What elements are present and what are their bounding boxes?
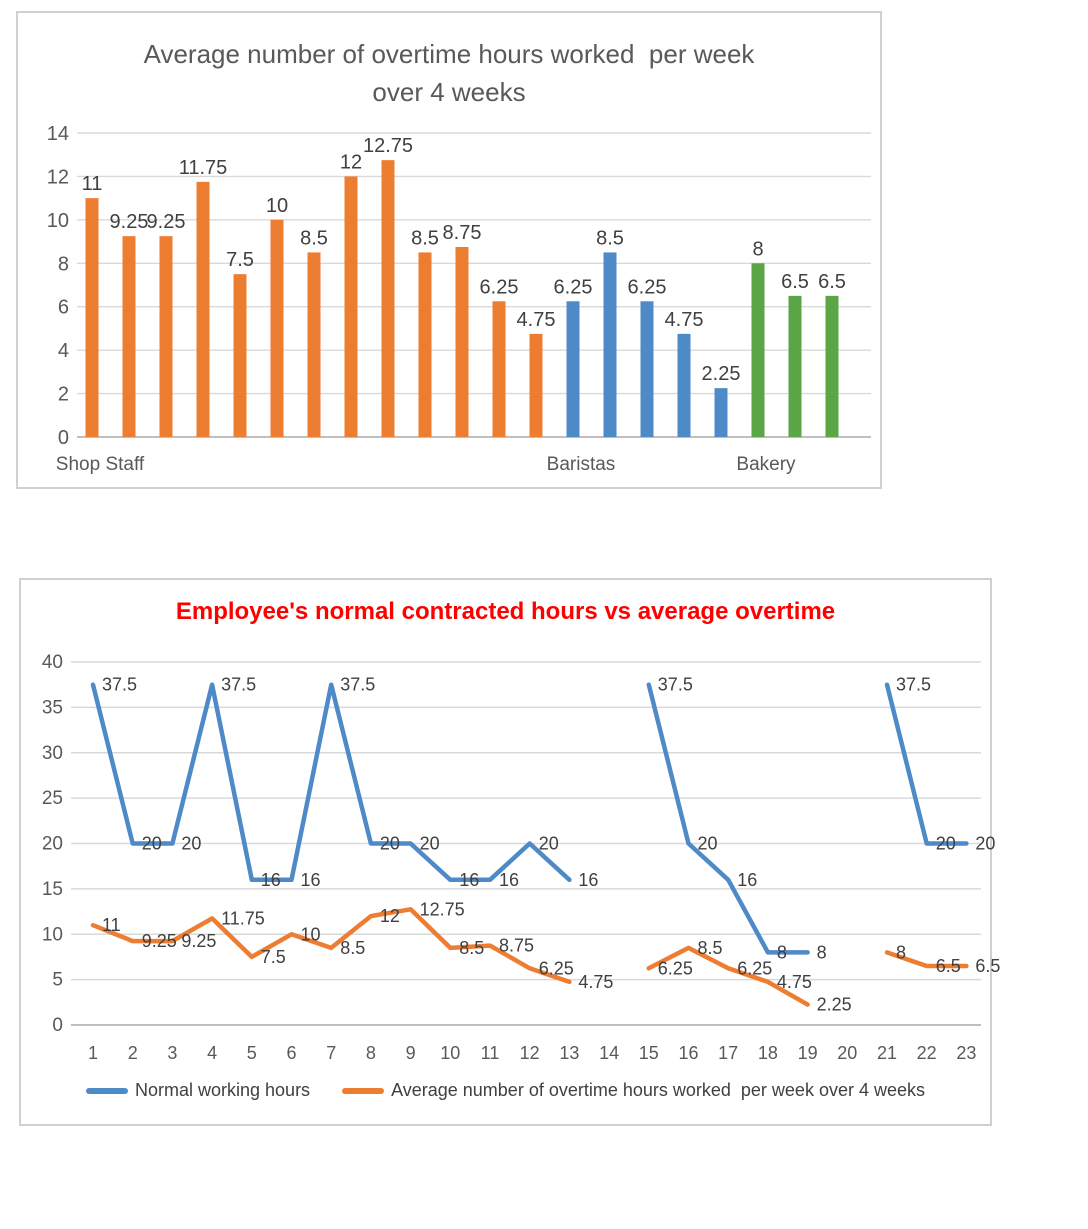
line-point-label: 10 [300, 924, 321, 945]
line-point-label: 20 [379, 833, 400, 854]
bar-chart-category-label: Bakery [736, 454, 796, 475]
bar-value-label: 9.25 [146, 211, 186, 234]
bar-chart-y-tick: 2 [57, 383, 69, 406]
bar-value-label: 8.5 [411, 227, 439, 250]
bar-value-label: 8.5 [300, 227, 328, 250]
bar-chart-category-label: Baristas [546, 454, 616, 475]
line-point-label: 8 [896, 942, 907, 963]
bar-value-label: 11.75 [178, 156, 228, 179]
bar-baristas [567, 301, 580, 437]
line-chart-x-tick: 16 [678, 1043, 699, 1063]
chart-legend [21, 1080, 990, 1101]
line-point-label: 12.75 [419, 899, 465, 920]
line-point-label: 8.5 [459, 937, 485, 958]
line-point-label: 37.5 [896, 674, 932, 695]
bar-value-label: 6.5 [781, 270, 809, 293]
bar-value-label: 7.5 [226, 249, 254, 272]
bar-baristas [641, 301, 654, 437]
line-chart-x-tick: 23 [956, 1043, 977, 1063]
bar-chart-y-tick: 12 [46, 166, 69, 189]
line-point-label: 8 [816, 942, 827, 963]
line-point-label: 37.5 [102, 674, 138, 695]
line-chart-x-tick: 11 [480, 1043, 500, 1063]
bar-value-label: 10 [265, 194, 289, 217]
bar-bakery [752, 263, 765, 437]
line-point-label: 16 [459, 869, 480, 890]
bar-chart-title-line1: Average number of overtime hours worked per week [143, 39, 755, 69]
line-chart-x-tick: 8 [365, 1043, 376, 1063]
line-chart-x-tick: 10 [440, 1043, 461, 1063]
bar-shop-staff [234, 274, 247, 437]
bar-shop-staff [382, 160, 395, 437]
line-chart-x-tick: 5 [246, 1043, 257, 1063]
legend-item-overtime [342, 1080, 925, 1101]
line-chart-y-tick: 20 [41, 833, 63, 855]
line-chart-x-tick: 20 [837, 1043, 858, 1063]
bar-value-label: 12.75 [362, 135, 414, 158]
bar-baristas [604, 252, 617, 437]
bar-chart-y-tick: 6 [57, 296, 69, 319]
line-point-label: 6.5 [975, 956, 1001, 977]
bar-shop-staff [345, 176, 358, 437]
line-point-label: 9.25 [181, 931, 217, 952]
bar-chart-title-line2: over 4 weeks [372, 77, 526, 107]
bar-chart [25, 121, 877, 489]
bar-value-label: 8.75 [442, 222, 482, 244]
bar-value-label: 2.25 [701, 363, 741, 386]
bar-shop-staff [86, 198, 99, 437]
line-point-label: 16 [499, 869, 520, 890]
bar-chart-panel [16, 11, 882, 489]
line-point-label: 6.5 [935, 956, 961, 977]
line-chart-title: Employee's normal contracted hours vs average overtime [175, 598, 836, 625]
line-point-label: 6.25 [657, 958, 693, 979]
legend-label-overtime: Average number of overtime hours worked per week over 4 weeks [391, 1080, 925, 1100]
bar-baristas [715, 388, 728, 437]
bar-baristas [678, 334, 691, 437]
bar-shop-staff [456, 247, 469, 437]
bar-shop-staff [197, 182, 210, 437]
legend-label-normal-hours: Normal working hours [135, 1080, 311, 1100]
line-chart [29, 642, 1001, 1067]
line-point-label: 11 [102, 915, 121, 936]
line-chart-x-tick: 2 [127, 1043, 138, 1063]
line-chart-y-tick: 30 [41, 742, 63, 764]
legend-item-normal-hours [86, 1080, 310, 1101]
bar-bakery [826, 296, 839, 437]
bar-value-label: 12 [339, 151, 363, 174]
bar-value-label: 6.5 [818, 270, 846, 293]
line-point-label: 20 [538, 833, 559, 854]
bar-value-label: 9.25 [109, 211, 149, 234]
bar-shop-staff [493, 301, 506, 437]
line-chart-y-tick: 5 [52, 969, 63, 991]
bar-chart-y-tick: 8 [57, 253, 69, 276]
bar-chart-y-tick: 0 [57, 427, 69, 449]
bar-chart-category-label: Shop Staff [55, 454, 145, 475]
bar-value-label: 6.25 [479, 276, 519, 299]
bar-chart-y-tick: 14 [46, 123, 69, 145]
bar-chart-y-tick: 4 [57, 340, 69, 363]
line-point-label: 16 [260, 869, 281, 890]
bar-value-label: 4.75 [664, 308, 704, 331]
line-chart-y-tick: 0 [52, 1015, 63, 1036]
bar-shop-staff [160, 236, 173, 437]
line-point-label: 8.5 [340, 937, 366, 958]
line-point-label: 8.75 [499, 935, 535, 956]
line-point-label: 16 [737, 869, 758, 890]
line-point-label: 6.25 [538, 958, 574, 979]
line-point-label: 12 [379, 906, 400, 927]
bar-value-label: 6.25 [553, 276, 593, 299]
line-point-label: 4.75 [776, 971, 812, 992]
line-point-label: 4.75 [578, 971, 614, 992]
bar-value-label: 8.5 [596, 227, 624, 250]
line-chart-y-tick: 35 [41, 697, 63, 719]
bar-value-label: 6.25 [627, 276, 667, 299]
line-chart-panel [19, 578, 1001, 1126]
legend-swatch-normal-hours [86, 1088, 128, 1094]
line-chart-x-tick: 14 [599, 1043, 620, 1063]
line-point-label: 37.5 [657, 674, 693, 695]
bar-shop-staff [530, 334, 543, 437]
line-point-label: 16 [300, 869, 321, 890]
line-chart-x-tick: 7 [326, 1043, 337, 1063]
line-chart-x-tick: 4 [207, 1043, 218, 1063]
line-chart-x-tick: 9 [405, 1043, 416, 1063]
line-point-label: 2.25 [816, 994, 852, 1015]
line-chart-x-tick: 18 [757, 1043, 778, 1063]
bar-shop-staff [308, 252, 321, 437]
line-point-label: 20 [141, 833, 162, 854]
bar-chart-title [18, 35, 880, 111]
line-point-label: 20 [697, 833, 718, 854]
bar-shop-staff [271, 220, 284, 437]
line-point-label: 20 [975, 833, 996, 854]
line-point-label: 20 [935, 833, 956, 854]
line-point-label: 8.5 [697, 937, 723, 958]
line-chart-y-tick: 40 [41, 652, 63, 673]
line-chart-x-tick: 1 [87, 1043, 99, 1063]
bar-shop-staff [123, 236, 136, 437]
line-chart-x-tick: 13 [559, 1043, 580, 1063]
line-point-label: 16 [578, 869, 599, 890]
line-chart-x-tick: 15 [638, 1043, 659, 1063]
bar-bakery [789, 296, 802, 437]
line-chart-x-tick: 19 [797, 1043, 818, 1063]
line-chart-x-tick: 21 [876, 1043, 898, 1063]
line-point-label: 11.75 [221, 908, 265, 929]
line-chart-x-tick: 22 [916, 1043, 937, 1063]
line-chart-x-tick: 6 [286, 1043, 297, 1063]
legend-swatch-overtime [342, 1088, 384, 1094]
line-chart-y-tick: 15 [41, 878, 63, 900]
bar-value-label: 8 [752, 238, 764, 261]
line-point-label: 9.25 [141, 931, 177, 952]
line-chart-x-tick: 17 [718, 1043, 739, 1063]
line-point-label: 37.5 [221, 674, 257, 695]
line-point-label: 20 [419, 833, 440, 854]
line-chart-x-tick: 3 [167, 1043, 178, 1063]
line-point-label: 8 [776, 942, 787, 963]
line-chart-y-tick: 10 [41, 924, 63, 946]
bar-value-label: 11 [81, 173, 103, 196]
line-point-label: 37.5 [340, 674, 376, 695]
bar-value-label: 4.75 [516, 308, 556, 331]
line-chart-y-tick: 25 [41, 788, 63, 810]
line-point-label: 20 [181, 833, 202, 854]
bar-shop-staff [419, 252, 432, 437]
line-chart-x-tick: 12 [519, 1043, 540, 1063]
bar-chart-y-tick: 10 [46, 209, 69, 232]
line-point-label: 7.5 [260, 946, 286, 967]
line-point-label: 6.25 [737, 958, 773, 979]
